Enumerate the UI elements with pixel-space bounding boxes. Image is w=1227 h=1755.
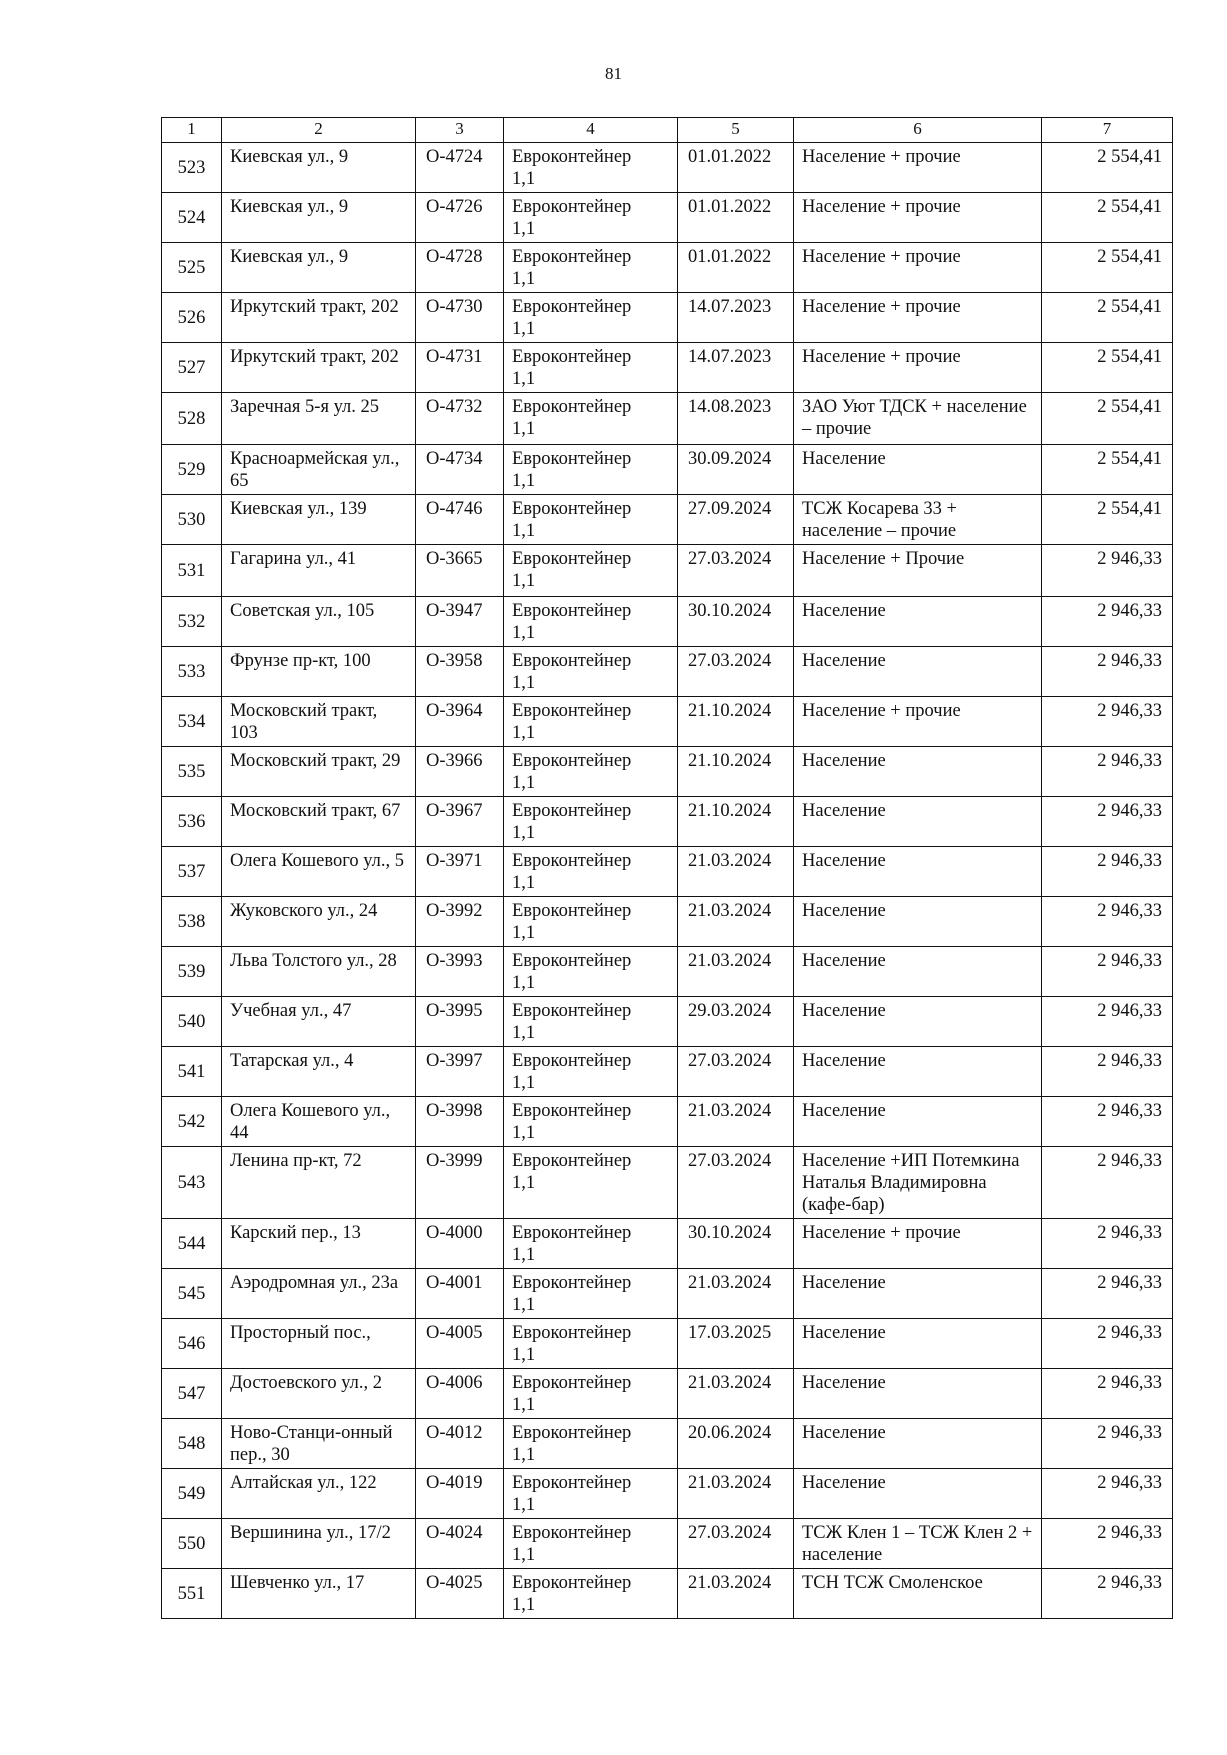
address-cell: Алтайская ул., 122 <box>222 1469 416 1519</box>
table-row <box>162 495 1173 545</box>
object-code-cell: О-4724 <box>416 143 504 193</box>
date-cell: 01.01.2022 <box>678 193 794 243</box>
amount-cell: 2 946,33 <box>1042 747 1173 797</box>
table-row <box>162 1147 1173 1219</box>
address-cell: Иркутский тракт, 202 <box>222 343 416 393</box>
container-type-cell: Евроконтейнер 1,1 <box>504 393 678 445</box>
container-type-cell: Евроконтейнер 1,1 <box>504 1319 678 1369</box>
address-cell: Льва Толстого ул., 28 <box>222 947 416 997</box>
table-row <box>162 1419 1173 1469</box>
table-row <box>162 1569 1173 1619</box>
container-type-cell: Евроконтейнер 1,1 <box>504 1419 678 1469</box>
date-cell: 21.03.2024 <box>678 897 794 947</box>
object-code-cell: О-3997 <box>416 1047 504 1097</box>
amount-cell: 2 554,41 <box>1042 393 1173 445</box>
amount-cell: 2 946,33 <box>1042 1319 1173 1369</box>
object-code-cell: О-3966 <box>416 747 504 797</box>
address-cell: Олега Кошевого ул., 44 <box>222 1097 416 1147</box>
address-cell: Вершинина ул., 17/2 <box>222 1519 416 1569</box>
object-code-cell: О-4730 <box>416 293 504 343</box>
address-cell: Иркутский тракт, 202 <box>222 293 416 343</box>
amount-cell: 2 946,33 <box>1042 697 1173 747</box>
table-row <box>162 1319 1173 1369</box>
container-type-cell: Евроконтейнер 1,1 <box>504 193 678 243</box>
amount-cell: 2 946,33 <box>1042 897 1173 947</box>
address-cell: Московский тракт, 103 <box>222 697 416 747</box>
consumer-cell: Население <box>794 1469 1042 1519</box>
consumer-cell: Население <box>794 1419 1042 1469</box>
consumer-cell: Население <box>794 847 1042 897</box>
address-cell: Гагарина ул., 41 <box>222 545 416 597</box>
address-cell: Шевченко ул., 17 <box>222 1569 416 1619</box>
object-code-cell: О-4734 <box>416 445 504 495</box>
container-type-cell: Евроконтейнер 1,1 <box>504 445 678 495</box>
date-cell: 27.03.2024 <box>678 1147 794 1219</box>
column-header: 4 <box>504 118 678 143</box>
object-code-cell: О-4006 <box>416 1369 504 1419</box>
date-cell: 01.01.2022 <box>678 243 794 293</box>
consumer-cell: Население + прочие <box>794 697 1042 747</box>
date-cell: 30.09.2024 <box>678 445 794 495</box>
consumer-cell: Население <box>794 647 1042 697</box>
container-type-cell: Евроконтейнер 1,1 <box>504 797 678 847</box>
row-number: 542 <box>162 1097 222 1147</box>
date-cell: 21.03.2024 <box>678 1569 794 1619</box>
row-number: 529 <box>162 445 222 495</box>
object-code-cell: О-3995 <box>416 997 504 1047</box>
object-code-cell: О-4024 <box>416 1519 504 1569</box>
container-type-cell: Евроконтейнер 1,1 <box>504 897 678 947</box>
amount-cell: 2 946,33 <box>1042 1047 1173 1097</box>
amount-cell: 2 946,33 <box>1042 1219 1173 1269</box>
object-code-cell: О-3999 <box>416 1147 504 1219</box>
column-header: 2 <box>222 118 416 143</box>
row-number: 523 <box>162 143 222 193</box>
consumer-cell: Население + прочие <box>794 343 1042 393</box>
amount-cell: 2 554,41 <box>1042 293 1173 343</box>
row-number: 531 <box>162 545 222 597</box>
container-type-cell: Евроконтейнер 1,1 <box>504 1469 678 1519</box>
row-number: 546 <box>162 1319 222 1369</box>
table-row <box>162 947 1173 997</box>
table-row <box>162 445 1173 495</box>
date-cell: 30.10.2024 <box>678 597 794 647</box>
container-type-cell: Евроконтейнер 1,1 <box>504 545 678 597</box>
consumer-cell: ЗАО Уют ТДСК + население – прочие <box>794 393 1042 445</box>
date-cell: 21.03.2024 <box>678 1097 794 1147</box>
amount-cell: 2 946,33 <box>1042 947 1173 997</box>
date-cell: 21.03.2024 <box>678 847 794 897</box>
consumer-cell: ТСЖ Клен 1 – ТСЖ Клен 2 + население <box>794 1519 1042 1569</box>
container-type-cell: Евроконтейнер 1,1 <box>504 1519 678 1569</box>
container-type-cell: Евроконтейнер 1,1 <box>504 1097 678 1147</box>
table-row <box>162 597 1173 647</box>
amount-cell: 2 554,41 <box>1042 243 1173 293</box>
date-cell: 21.10.2024 <box>678 747 794 797</box>
consumer-cell: Население <box>794 797 1042 847</box>
address-cell: Достоевского ул., 2 <box>222 1369 416 1419</box>
container-type-cell: Евроконтейнер 1,1 <box>504 1269 678 1319</box>
amount-cell: 2 946,33 <box>1042 545 1173 597</box>
row-number: 524 <box>162 193 222 243</box>
consumer-cell: ТСН ТСЖ Смоленское <box>794 1569 1042 1619</box>
object-code-cell: О-4001 <box>416 1269 504 1319</box>
row-number: 534 <box>162 697 222 747</box>
registry-table <box>161 117 1173 1619</box>
amount-cell: 2 946,33 <box>1042 1269 1173 1319</box>
container-type-cell: Евроконтейнер 1,1 <box>504 947 678 997</box>
row-number: 550 <box>162 1519 222 1569</box>
date-cell: 27.03.2024 <box>678 1047 794 1097</box>
container-type-cell: Евроконтейнер 1,1 <box>504 495 678 545</box>
consumer-cell: Население <box>794 897 1042 947</box>
amount-cell: 2 946,33 <box>1042 1369 1173 1419</box>
container-type-cell: Евроконтейнер 1,1 <box>504 293 678 343</box>
row-number: 526 <box>162 293 222 343</box>
table-row <box>162 1269 1173 1319</box>
table-row <box>162 1469 1173 1519</box>
row-number: 530 <box>162 495 222 545</box>
row-number: 544 <box>162 1219 222 1269</box>
table-row <box>162 697 1173 747</box>
date-cell: 29.03.2024 <box>678 997 794 1047</box>
table-row <box>162 1369 1173 1419</box>
amount-cell: 2 554,41 <box>1042 193 1173 243</box>
consumer-cell: Население <box>794 1269 1042 1319</box>
date-cell: 21.03.2024 <box>678 1269 794 1319</box>
amount-cell: 2 946,33 <box>1042 1569 1173 1619</box>
row-number: 528 <box>162 393 222 445</box>
amount-cell: 2 554,41 <box>1042 495 1173 545</box>
table-row <box>162 293 1173 343</box>
address-cell: Учебная ул., 47 <box>222 997 416 1047</box>
object-code-cell: О-4019 <box>416 1469 504 1519</box>
date-cell: 14.07.2023 <box>678 293 794 343</box>
container-type-cell: Евроконтейнер 1,1 <box>504 697 678 747</box>
object-code-cell: О-4746 <box>416 495 504 545</box>
date-cell: 14.08.2023 <box>678 393 794 445</box>
table-row <box>162 1097 1173 1147</box>
consumer-cell: Население <box>794 1369 1042 1419</box>
object-code-cell: О-4025 <box>416 1569 504 1619</box>
address-cell: Красноармейская ул., 65 <box>222 445 416 495</box>
column-header: 6 <box>794 118 1042 143</box>
column-header: 7 <box>1042 118 1173 143</box>
consumer-cell: Население <box>794 1047 1042 1097</box>
container-type-cell: Евроконтейнер 1,1 <box>504 1147 678 1219</box>
row-number: 525 <box>162 243 222 293</box>
consumer-cell: Население <box>794 747 1042 797</box>
row-number: 533 <box>162 647 222 697</box>
amount-cell: 2 946,33 <box>1042 1419 1173 1469</box>
table-row <box>162 193 1173 243</box>
row-number: 545 <box>162 1269 222 1319</box>
table-row <box>162 1047 1173 1097</box>
consumer-cell: Население <box>794 947 1042 997</box>
consumer-cell: Население <box>794 1319 1042 1369</box>
amount-cell: 2 946,33 <box>1042 1519 1173 1569</box>
address-cell: Советская ул., 105 <box>222 597 416 647</box>
row-number: 532 <box>162 597 222 647</box>
address-cell: Московский тракт, 67 <box>222 797 416 847</box>
container-type-cell: Евроконтейнер 1,1 <box>504 1219 678 1269</box>
date-cell: 21.03.2024 <box>678 947 794 997</box>
table-row <box>162 393 1173 445</box>
amount-cell: 2 554,41 <box>1042 445 1173 495</box>
amount-cell: 2 946,33 <box>1042 797 1173 847</box>
address-cell: Карский пер., 13 <box>222 1219 416 1269</box>
amount-cell: 2 946,33 <box>1042 597 1173 647</box>
row-number: 527 <box>162 343 222 393</box>
address-cell: Киевская ул., 9 <box>222 143 416 193</box>
consumer-cell: Население <box>794 997 1042 1047</box>
page-number: 81 <box>605 64 622 83</box>
address-cell: Аэродромная ул., 23а <box>222 1269 416 1319</box>
amount-cell: 2 554,41 <box>1042 343 1173 393</box>
column-header: 3 <box>416 118 504 143</box>
address-cell: Ново-Станци-онный пер., 30 <box>222 1419 416 1469</box>
date-cell: 27.03.2024 <box>678 1519 794 1569</box>
date-cell: 21.10.2024 <box>678 697 794 747</box>
amount-cell: 2 946,33 <box>1042 847 1173 897</box>
column-header: 5 <box>678 118 794 143</box>
object-code-cell: О-3665 <box>416 545 504 597</box>
object-code-cell: О-3958 <box>416 647 504 697</box>
consumer-cell: Население +ИП Потемкина Наталья Владимировна (кафе-бар) <box>794 1147 1042 1219</box>
container-type-cell: Евроконтейнер 1,1 <box>504 847 678 897</box>
date-cell: 14.07.2023 <box>678 343 794 393</box>
object-code-cell: О-3967 <box>416 797 504 847</box>
consumer-cell: Население <box>794 1097 1042 1147</box>
date-cell: 21.03.2024 <box>678 1469 794 1519</box>
amount-cell: 2 946,33 <box>1042 1469 1173 1519</box>
address-cell: Московский тракт, 29 <box>222 747 416 797</box>
table-row <box>162 1219 1173 1269</box>
date-cell: 17.03.2025 <box>678 1319 794 1369</box>
date-cell: 21.10.2024 <box>678 797 794 847</box>
object-code-cell: О-4731 <box>416 343 504 393</box>
consumer-cell: Население + прочие <box>794 293 1042 343</box>
amount-cell: 2 946,33 <box>1042 647 1173 697</box>
date-cell: 27.03.2024 <box>678 647 794 697</box>
table-row <box>162 647 1173 697</box>
address-cell: Фрунзе пр-кт, 100 <box>222 647 416 697</box>
row-number: 535 <box>162 747 222 797</box>
header-row <box>162 118 1173 143</box>
column-header: 1 <box>162 118 222 143</box>
container-type-cell: Евроконтейнер 1,1 <box>504 143 678 193</box>
date-cell: 27.03.2024 <box>678 545 794 597</box>
address-cell: Киевская ул., 139 <box>222 495 416 545</box>
address-cell: Олега Кошевого ул., 5 <box>222 847 416 897</box>
table-row <box>162 243 1173 293</box>
container-type-cell: Евроконтейнер 1,1 <box>504 997 678 1047</box>
row-number: 539 <box>162 947 222 997</box>
object-code-cell: О-3947 <box>416 597 504 647</box>
date-cell: 21.03.2024 <box>678 1369 794 1419</box>
object-code-cell: О-3964 <box>416 697 504 747</box>
table-row <box>162 343 1173 393</box>
address-cell: Киевская ул., 9 <box>222 243 416 293</box>
container-type-cell: Евроконтейнер 1,1 <box>504 747 678 797</box>
consumer-cell: Население + прочие <box>794 143 1042 193</box>
date-cell: 01.01.2022 <box>678 143 794 193</box>
consumer-cell: Население + прочие <box>794 1219 1042 1269</box>
row-number: 540 <box>162 997 222 1047</box>
row-number: 541 <box>162 1047 222 1097</box>
table-row <box>162 747 1173 797</box>
object-code-cell: О-3971 <box>416 847 504 897</box>
date-cell: 30.10.2024 <box>678 1219 794 1269</box>
address-cell: Татарская ул., 4 <box>222 1047 416 1097</box>
table-row <box>162 545 1173 597</box>
consumer-cell: ТСЖ Косарева 33 + население – прочие <box>794 495 1042 545</box>
object-code-cell: О-3993 <box>416 947 504 997</box>
object-code-cell: О-3992 <box>416 897 504 947</box>
consumer-cell: Население <box>794 445 1042 495</box>
address-cell: Киевская ул., 9 <box>222 193 416 243</box>
table-row <box>162 847 1173 897</box>
row-number: 536 <box>162 797 222 847</box>
row-number: 551 <box>162 1569 222 1619</box>
table-row <box>162 997 1173 1047</box>
table-body <box>162 143 1173 1619</box>
address-cell: Жуковского ул., 24 <box>222 897 416 947</box>
amount-cell: 2 946,33 <box>1042 1147 1173 1219</box>
row-number: 547 <box>162 1369 222 1419</box>
table-row <box>162 1519 1173 1569</box>
date-cell: 27.09.2024 <box>678 495 794 545</box>
amount-cell: 2 554,41 <box>1042 143 1173 193</box>
object-code-cell: О-3998 <box>416 1097 504 1147</box>
container-type-cell: Евроконтейнер 1,1 <box>504 1569 678 1619</box>
object-code-cell: О-4726 <box>416 193 504 243</box>
table-row <box>162 897 1173 947</box>
container-type-cell: Евроконтейнер 1,1 <box>504 243 678 293</box>
address-cell: Просторный пос., <box>222 1319 416 1369</box>
address-cell: Заречная 5-я ул. 25 <box>222 393 416 445</box>
address-cell: Ленина пр-кт, 72 <box>222 1147 416 1219</box>
object-code-cell: О-4728 <box>416 243 504 293</box>
row-number: 537 <box>162 847 222 897</box>
row-number: 548 <box>162 1419 222 1469</box>
row-number: 543 <box>162 1147 222 1219</box>
object-code-cell: О-4732 <box>416 393 504 445</box>
consumer-cell: Население + Прочие <box>794 545 1042 597</box>
table-row <box>162 797 1173 847</box>
object-code-cell: О-4005 <box>416 1319 504 1369</box>
date-cell: 20.06.2024 <box>678 1419 794 1469</box>
object-code-cell: О-4000 <box>416 1219 504 1269</box>
container-type-cell: Евроконтейнер 1,1 <box>504 597 678 647</box>
container-type-cell: Евроконтейнер 1,1 <box>504 1369 678 1419</box>
amount-cell: 2 946,33 <box>1042 1097 1173 1147</box>
table-row <box>162 143 1173 193</box>
object-code-cell: О-4012 <box>416 1419 504 1469</box>
amount-cell: 2 946,33 <box>1042 997 1173 1047</box>
consumer-cell: Население <box>794 597 1042 647</box>
container-type-cell: Евроконтейнер 1,1 <box>504 1047 678 1097</box>
consumer-cell: Население + прочие <box>794 193 1042 243</box>
container-type-cell: Евроконтейнер 1,1 <box>504 647 678 697</box>
consumer-cell: Население + прочие <box>794 243 1042 293</box>
row-number: 538 <box>162 897 222 947</box>
container-type-cell: Евроконтейнер 1,1 <box>504 343 678 393</box>
row-number: 549 <box>162 1469 222 1519</box>
